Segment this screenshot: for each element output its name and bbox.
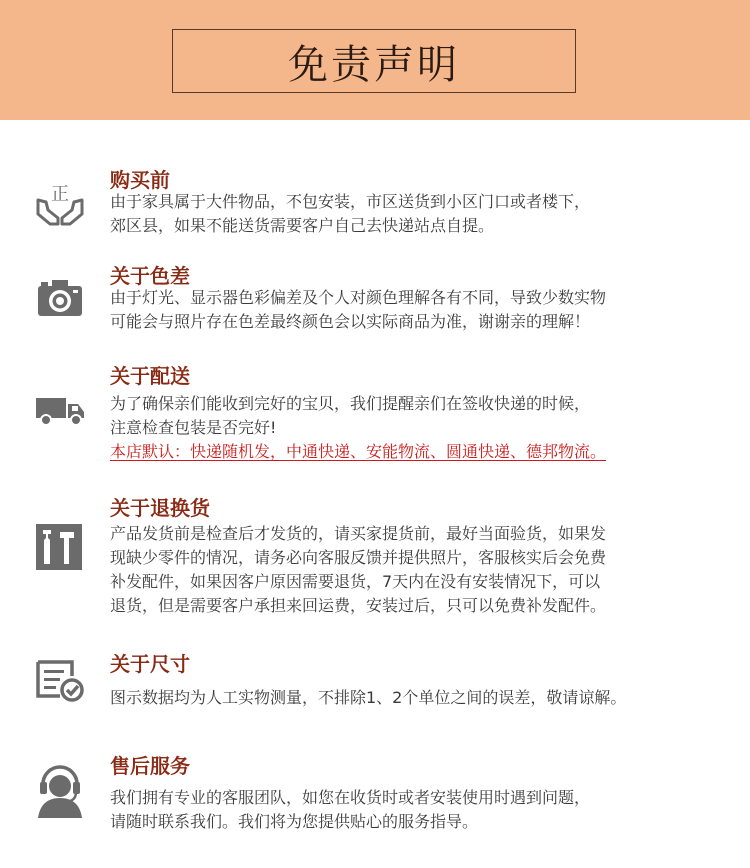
section-body [110, 286, 740, 334]
page-title: 免责声明 [288, 41, 460, 88]
body-line: 注意检查包装是否完好! [110, 418, 277, 437]
body-line: 为了确保亲们能收到完好的宝贝，我们提醒亲们在签收快递的时候， [110, 394, 591, 413]
body-line: 补发配件，如果因客户原因需要退货，7天内在没有安装情况下，可以 [110, 572, 601, 591]
section-body [110, 190, 740, 238]
header-banner [0, 0, 750, 120]
svg-text:正: 正 [51, 184, 69, 205]
handshake-icon [32, 178, 88, 228]
section-title: 关于尺寸 [110, 652, 190, 676]
section-body [110, 392, 740, 464]
truck-icon [32, 384, 88, 434]
body-line: 退货，但是需要客户承担来回运费，安装过后，只可以免费补发配件。 [110, 596, 607, 615]
body-line: 我们拥有专业的客服团队，如您在收货时或者安装使用时遇到问题， [110, 788, 591, 807]
section-body [110, 522, 740, 618]
camera-icon [32, 272, 88, 322]
body-line: 图示数据均为人工实物测量，不排除1、2个单位之间的误差，敬请谅解。 [110, 688, 627, 707]
shipping-notice: 本店默认：快递随机发，中通快递、安能物流、圆通快递、德邦物流。 [110, 442, 607, 461]
section-body [110, 686, 740, 710]
body-line: 由于家具属于大件物品，不包安装，市区送货到小区门口或者楼下， [110, 192, 591, 211]
body-line: 产品发货前是检查后才发货的，请买家提货前，最好当面验货，如果发 [110, 524, 607, 543]
section-title: 关于配送 [110, 364, 190, 388]
body-line: 请随时联系我们。我们将为您提供贴心的服务指导。 [110, 812, 479, 831]
body-line: 由于灯光、显示器色彩偏差及个人对颜色理解各有不同，导致少数实物 [110, 288, 607, 307]
section-title: 关于色差 [110, 264, 190, 288]
tools-icon [34, 522, 84, 572]
section-body [110, 786, 740, 834]
body-line: 郊区县，如果不能送货需要客户自己去快递站点自提。 [110, 216, 495, 235]
body-line: 可能会与照片存在色差最终颜色会以实际商品为准，谢谢亲的理解！ [110, 312, 591, 331]
body-line: 现缺少零件的情况，请务必向客服反馈并提供照片，客服核实后会免费 [110, 548, 607, 567]
title-frame [172, 29, 576, 93]
section-title: 购买前 [110, 168, 170, 192]
checklist-icon [32, 654, 88, 704]
headset-agent-icon [32, 762, 88, 820]
section-title: 关于退换货 [110, 496, 210, 520]
section-title: 售后服务 [110, 754, 190, 778]
